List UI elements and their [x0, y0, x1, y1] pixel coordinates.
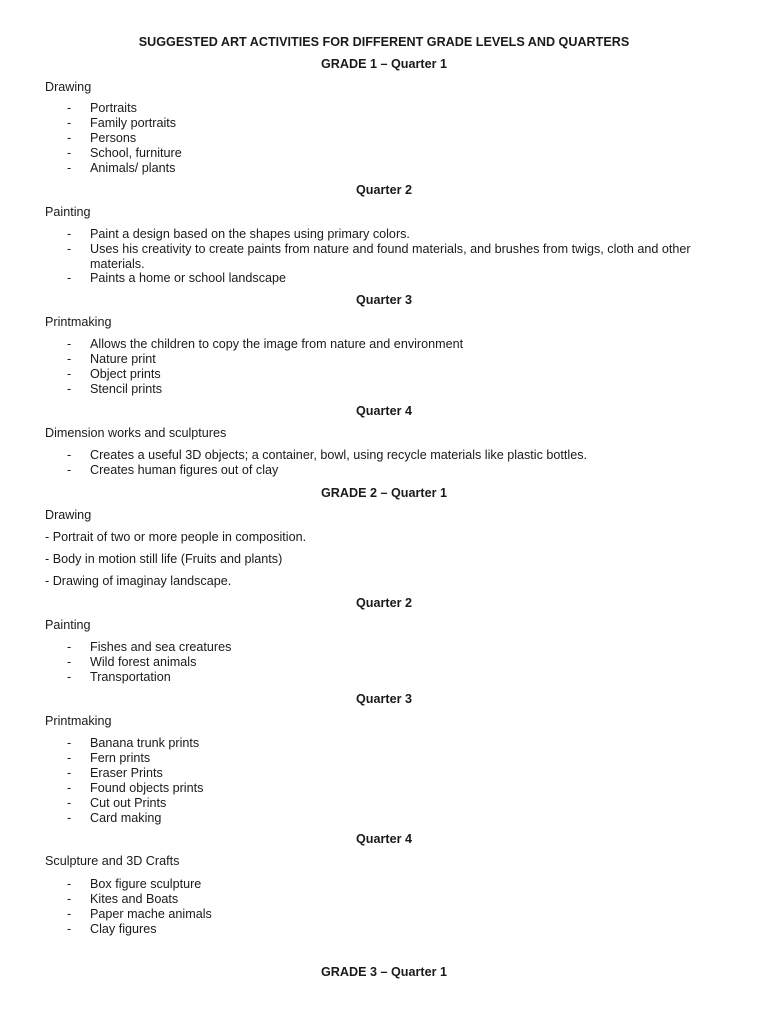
- dash-bullet: -: [67, 146, 72, 160]
- dash-bullet: -: [67, 242, 72, 256]
- list-item: [0, 655, 768, 670]
- grade1-q1-heading: GRADE 1 – Quarter 1: [321, 57, 447, 71]
- grade2-q3-category: Printmaking: [45, 714, 112, 728]
- list-item-text: Fishes and sea creatures: [90, 640, 232, 654]
- dash-bullet: -: [67, 161, 72, 175]
- list-item-text: Kites and Boats: [90, 892, 179, 906]
- list-item-text: Creates human figures out of clay: [90, 463, 279, 477]
- list-item: [0, 811, 768, 826]
- dash-bullet: -: [67, 670, 72, 684]
- dash-bullet: -: [67, 227, 72, 241]
- grade2-q2-heading: Quarter 2: [356, 596, 412, 610]
- list-item: [0, 337, 768, 352]
- list-item-text: Allows the children to copy the image from nature and environment: [90, 337, 464, 351]
- list-item-text: Banana trunk prints: [90, 736, 200, 750]
- grade3-q1-heading: GRADE 3 – Quarter 1: [321, 965, 447, 979]
- list-item: [0, 116, 768, 131]
- list-item: [0, 161, 768, 176]
- dash-bullet: -: [67, 382, 72, 396]
- list-item: [0, 146, 768, 161]
- dash-bullet: -: [67, 101, 72, 115]
- list-item-text: Portraits: [90, 101, 137, 115]
- list-item-text: Persons: [90, 131, 137, 145]
- list-item-text: Card making: [90, 811, 162, 825]
- dash-bullet: -: [67, 781, 72, 795]
- grade2-q4-list: [0, 877, 768, 937]
- dash-bullet: -: [67, 751, 72, 765]
- dash-bullet: -: [67, 116, 72, 130]
- list-item-text: Clay figures: [90, 922, 157, 936]
- list-item: [0, 751, 768, 766]
- grade1-q3-category: Printmaking: [45, 315, 112, 329]
- grade2-q3-list: [0, 736, 768, 826]
- list-item-text: Box figure sculpture: [90, 877, 202, 891]
- dash-bullet: -: [67, 640, 72, 654]
- list-item: [0, 640, 768, 655]
- list-item: [0, 382, 768, 397]
- list-item: [0, 892, 768, 907]
- list-item: [0, 907, 768, 922]
- list-item-text: Cut out Prints: [90, 796, 167, 810]
- dash-bullet: -: [67, 271, 72, 285]
- list-item-text: Found objects prints: [90, 781, 204, 795]
- grade2-q4-category: Sculpture and 3D Crafts: [45, 854, 180, 868]
- list-item: [0, 131, 768, 146]
- dash-bullet: -: [67, 811, 72, 825]
- grade2-q2-category: Painting: [45, 618, 91, 632]
- list-item: [0, 781, 768, 796]
- dash-bullet: -: [67, 131, 72, 145]
- list-item: [0, 670, 768, 685]
- list-item: [0, 922, 768, 937]
- grade1-q2-category: Painting: [45, 205, 91, 219]
- list-item: [0, 271, 768, 286]
- list-item-text: School, furniture: [90, 146, 182, 160]
- grade2-q3-heading: Quarter 3: [356, 692, 412, 706]
- list-item-text: Transportation: [90, 670, 171, 684]
- list-item: [0, 352, 768, 367]
- list-item-text: Wild forest animals: [90, 655, 197, 669]
- grade2-q1-line: - Drawing of imaginay landscape.: [45, 574, 232, 588]
- dash-bullet: -: [67, 736, 72, 750]
- grade1-q2-list: [0, 227, 768, 286]
- grade1-q4-category: Dimension works and sculptures: [45, 426, 227, 440]
- list-item-text: Object prints: [90, 367, 161, 381]
- dash-bullet: -: [67, 367, 72, 381]
- list-item: [0, 242, 768, 271]
- list-item-text: Paint a design based on the shapes using primary colors.: [90, 227, 410, 241]
- document-title: SUGGESTED ART ACTIVITIES FOR DIFFERENT GRADE LEVELS AND QUARTERS: [138, 35, 630, 49]
- dash-bullet: -: [67, 463, 72, 477]
- grade2-q1-line: - Body in motion still life (Fruits and plants): [45, 552, 283, 566]
- dash-bullet: -: [67, 448, 72, 462]
- grade2-q1-heading: GRADE 2 – Quarter 1: [321, 486, 447, 500]
- grade2-q4-heading: Quarter 4: [356, 832, 412, 846]
- dash-bullet: -: [67, 877, 72, 891]
- list-item-text: Stencil prints: [90, 382, 163, 396]
- list-item: [0, 448, 768, 463]
- list-item: [0, 463, 768, 478]
- grade1-q3-heading: Quarter 3: [356, 293, 412, 307]
- list-item-text: Family portraits: [90, 116, 177, 130]
- grade1-q4-heading: Quarter 4: [356, 404, 412, 418]
- list-item: [0, 796, 768, 811]
- list-item-text: Paper mache animals: [90, 907, 212, 921]
- grade2-q2-list: [0, 640, 768, 685]
- list-item-text: Nature print: [90, 352, 156, 366]
- grade1-q1-category: Drawing: [45, 80, 92, 94]
- dash-bullet: -: [67, 796, 72, 810]
- list-item: [0, 227, 768, 242]
- grade1-q4-list: [0, 448, 768, 478]
- dash-bullet: -: [67, 907, 72, 921]
- list-item-text: Creates a useful 3D objects; a container, bowl, using recycle materials like plastic bottles.: [90, 448, 587, 462]
- dash-bullet: -: [67, 892, 72, 906]
- dash-bullet: -: [67, 337, 72, 351]
- list-item-text: Fern prints: [90, 751, 151, 765]
- dash-bullet: -: [67, 352, 72, 366]
- list-item: [0, 766, 768, 781]
- dash-bullet: -: [67, 655, 72, 669]
- grade2-q1-category: Drawing: [45, 508, 92, 522]
- grade1-q2-heading: Quarter 2: [356, 183, 412, 197]
- list-item: [0, 736, 768, 751]
- list-item: [0, 877, 768, 892]
- list-item-text: Eraser Prints: [90, 766, 163, 780]
- list-item: [0, 101, 768, 116]
- grade2-q1-line: - Portrait of two or more people in composition.: [45, 530, 307, 544]
- grade1-q1-list: [0, 101, 768, 176]
- dash-bullet: -: [67, 766, 72, 780]
- list-item-text: Paints a home or school landscape: [90, 271, 287, 285]
- grade1-q3-list: [0, 337, 768, 397]
- dash-bullet: -: [67, 922, 72, 936]
- list-item-text: Animals/ plants: [90, 161, 176, 175]
- list-item-text: Uses his creativity to create paints from nature and found materials, and brushes from twigs, cloth and other materials.: [90, 242, 691, 271]
- list-item: [0, 367, 768, 382]
